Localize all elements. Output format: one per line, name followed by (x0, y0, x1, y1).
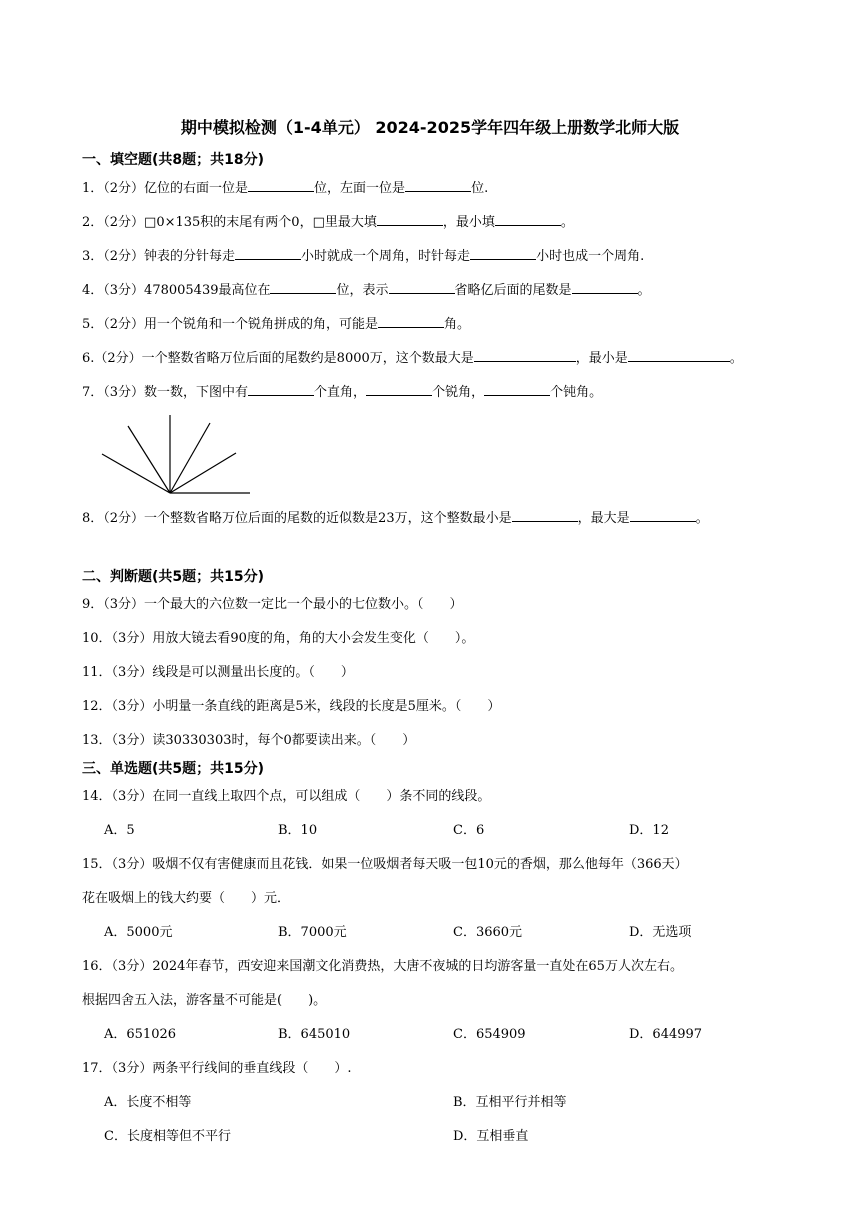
question-6 (82, 347, 812, 369)
option-d[interactable]: D．12 (629, 823, 669, 838)
option-a[interactable]: A．5 (104, 823, 135, 838)
question-text: 小时就成一个周角，时针每走 (301, 249, 471, 264)
question-16-continued: 根据四舍五入法，游客量不可能是( )。 (82, 993, 327, 1008)
question-3 (82, 245, 812, 267)
option-b[interactable]: B．645010 (278, 1027, 351, 1042)
question-text: 个直角， (314, 385, 367, 400)
question-text: 。 (560, 215, 574, 230)
question-text: 6.（2分）一个整数省略万位后面的尾数约是8000万，这个数最大是 (82, 351, 474, 366)
option-b[interactable]: B．互相平行并相等 (453, 1095, 567, 1110)
question-text: 位，左面一位是 (314, 181, 406, 196)
question-4 (82, 279, 812, 301)
option-c[interactable]: C．长度相等但不平行 (104, 1129, 231, 1144)
question-text: 。 (729, 351, 743, 366)
question-5 (82, 313, 812, 335)
question-text: ，最小填 (442, 215, 495, 230)
option-b[interactable]: B．7000元 (278, 925, 347, 940)
question-text: 1．（2分）亿位的右面一位是 (82, 181, 249, 196)
answer-blank[interactable] (512, 507, 578, 522)
question-16: 16．（3分）2024年春节，西安迎来国潮文化消费热，大唐不夜城的日均游客量一直处在65万人次左右。 (82, 959, 683, 974)
answer-blank[interactable] (628, 347, 730, 362)
question-text: 小时也成一个周角. (536, 249, 645, 264)
answer-blank[interactable] (389, 279, 455, 294)
question-14: 14．（3分）在同一直线上取四个点，可以组成（ ）条不同的线段。 (82, 789, 491, 804)
option-c[interactable]: C．6 (453, 823, 485, 838)
answer-blank[interactable] (484, 381, 550, 396)
answer-blank[interactable] (474, 347, 576, 362)
answer-blank[interactable] (366, 381, 432, 396)
section-heading-judge: 二、判断题(共5题；共15分) (82, 569, 265, 585)
question-10: 10．（3分）用放大镜去看90度的角，角的大小会发生变化（ ）。 (82, 631, 475, 646)
option-d[interactable]: D．644997 (629, 1027, 703, 1042)
question-text: 2．（2分）□0×135积的末尾有两个0，□里最大填 (82, 215, 377, 230)
section-heading-choice: 三、单选题(共5题；共15分) (82, 761, 265, 777)
answer-blank[interactable] (270, 279, 336, 294)
question-12: 12．（3分）小明量一条直线的距离是5米，线段的长度是5厘米。（ ） (82, 699, 501, 714)
question-8 (82, 507, 822, 529)
question-text: 角。 (444, 317, 471, 332)
question-text: 个锐角， (432, 385, 485, 400)
question-7 (82, 381, 812, 403)
option-a[interactable]: A．651026 (104, 1027, 177, 1042)
question-text: 8．（2分）一个整数省略万位后面的尾数的近似数是23万，这个整数最小是 (82, 511, 512, 526)
question-17: 17．（3分）两条平行线间的垂直线段（ ）. (82, 1061, 352, 1076)
answer-blank[interactable] (248, 381, 314, 396)
option-b[interactable]: B．10 (278, 823, 318, 838)
answer-blank[interactable] (235, 245, 301, 260)
question-text: 4．（3分）478005439最高位在 (82, 283, 271, 298)
question-9: 9．（3分）一个最大的六位数一定比一个最小的七位数小。（ ） (82, 597, 463, 612)
answer-blank[interactable] (495, 211, 561, 226)
question-text: 个钝角。 (550, 385, 603, 400)
answer-blank[interactable] (378, 313, 444, 328)
ray-left-high (128, 426, 170, 493)
question-text: 。 (695, 511, 709, 526)
option-c[interactable]: C．3660元 (453, 925, 523, 940)
question-15: 15．（3分）吸烟不仅有害健康而且花钱．如果一位吸烟者每天吸一包10元的香烟，那么他每年（366天） (82, 857, 688, 872)
section-heading-fill: 一、填空题(共8题；共18分) (82, 152, 265, 168)
question-text: 省略亿后面的尾数是 (454, 283, 572, 298)
option-d[interactable]: D．无选项 (629, 925, 692, 940)
question-13: 13．（3分）读30330303时，每个0都要读出来。（ ） (82, 733, 416, 748)
option-a[interactable]: A．长度不相等 (104, 1095, 192, 1110)
option-c[interactable]: C．654909 (453, 1027, 526, 1042)
answer-blank[interactable] (377, 211, 443, 226)
question-1 (82, 177, 812, 199)
option-d[interactable]: D．互相垂直 (453, 1129, 529, 1144)
option-a[interactable]: A．5000元 (104, 925, 173, 940)
answer-blank[interactable] (630, 507, 696, 522)
answer-blank[interactable] (248, 177, 314, 192)
question-text: 7．（3分）数一数，下图中有 (82, 385, 249, 400)
question-2 (82, 211, 812, 233)
ray-left-low (102, 454, 170, 493)
question-11: 11．（3分）线段是可以测量出长度的。（ ） (82, 665, 354, 680)
ray-right-low (170, 453, 236, 493)
question-text: 位. (471, 181, 489, 196)
answer-blank[interactable] (470, 245, 536, 260)
question-text: 5．（2分）用一个锐角和一个锐角拼成的角，可能是 (82, 317, 379, 332)
answer-blank[interactable] (572, 279, 638, 294)
question-15-continued: 花在吸烟上的钱大约要（ ）元． (82, 891, 291, 906)
ray-right-high (170, 423, 210, 493)
question-text: 3．（2分）钟表的分针每走 (82, 249, 236, 264)
question-text: ，最大是 (577, 511, 630, 526)
angle-figure (100, 413, 252, 497)
page-title: 期中模拟检测（1-4单元） 2024-2025学年四年级上册数学北师大版 (180, 118, 680, 137)
question-text: ，最小是 (575, 351, 628, 366)
question-text: 。 (637, 283, 651, 298)
question-text: 位，表示 (336, 283, 389, 298)
answer-blank[interactable] (405, 177, 471, 192)
